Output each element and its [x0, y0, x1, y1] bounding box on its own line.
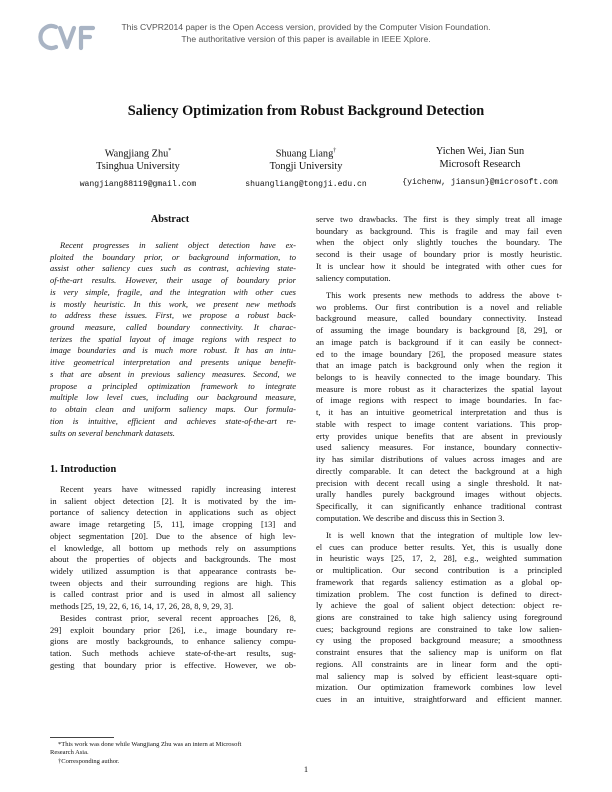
text-line: wo problems. Our first contribution is a novel and reliable [316, 301, 562, 312]
footnote: †Corresponding author. [58, 757, 120, 765]
footnote: *This work was done while Wangjiang Zhu was an intern at Microsoft [58, 741, 242, 748]
text-line: sults on several benchmark datasets. [50, 427, 175, 438]
text-line: stable with respect to image content variations. This prop- [316, 418, 562, 429]
author-email[interactable]: shuangliang@tongji.edu.cn [245, 180, 367, 190]
author-affiliation: Tongji University [269, 161, 343, 173]
author-block [394, 145, 566, 189]
text-line: urally handles purely background images without objects. [316, 489, 562, 500]
text-line: framework that regards saliency estimation as a global op- [316, 576, 562, 587]
text-line: Recent progresses in salient object detection have ex- [60, 240, 296, 250]
text-line: Recent years have witnessed rapidly increasing interest [60, 484, 296, 494]
text-line: or multiplication. Our second contribution is a principled [316, 565, 562, 576]
text-line: tion is intuitive, efficient and achieves state-of-the-art re- [50, 415, 296, 426]
text-line: gesting that boundary prior is effective. However, we ob- [50, 659, 296, 670]
text-line: computation. We describe and discuss this in Section 3. [316, 512, 505, 523]
text-line: regions. All constraints are in linear form and the opti- [316, 658, 562, 669]
text-line: when the object only slightly touches the boundary. The [316, 237, 562, 248]
text-line: multiple low level cues, including our background measure, [50, 392, 296, 403]
text-line: tween objects and their surrounding regions are high. This [50, 577, 296, 588]
text-line: serve two drawbacks. The first is they simply treat all image [316, 214, 562, 224]
text-line: to address these issues. First, we propose a robust back- [50, 310, 296, 321]
text-line: ploited the boundary prior, or background information, to [50, 251, 296, 262]
text-line: cues in an intuitive, straightforward and efficient manner. [316, 694, 562, 705]
author-name: Wangjiang Zhu* [104, 148, 172, 160]
intro-paragraph [50, 613, 296, 672]
text-line: is very simple, fragile, and the integration with other cues [50, 286, 296, 297]
text-line: of-the-art results. However, their usage of boundary prior [50, 275, 296, 286]
author-affiliation: Microsoft Research [439, 159, 521, 170]
text-line: cues; background regions are constrained to take low salien- [316, 623, 562, 634]
intro-paragraph [316, 214, 562, 284]
text-line: precision with decent recall using a single threshold. It nat- [316, 477, 562, 488]
text-line: aware image retargeting [5, 11], image cropping [13] and [50, 519, 296, 530]
text-line: ed to the image boundary [26], the proposed measure states [316, 348, 562, 359]
text-line: to obtain clean and uniform saliency maps. Our formula- [50, 404, 296, 415]
author-block [224, 145, 388, 191]
text-line: an image patch is background if it can easily be connect- [316, 336, 562, 347]
text-line: erty provides unique benefits that are absent in previously [316, 430, 562, 441]
author-email[interactable]: {yichenw, jiansun}@microsoft.com [402, 178, 558, 187]
intro-paragraph [316, 290, 562, 524]
text-line: cy using the proposed background measure; a smoothness [316, 635, 562, 646]
text-line: methods [25, 19, 22, 6, 16, 14, 17, 26, 28, 8, 9, 29, 3]. [50, 601, 234, 612]
footnotes [50, 741, 296, 766]
page-number: 1 [303, 764, 309, 774]
text-line: of image regions with respect to image boundaries. In fac- [316, 395, 562, 406]
text-line: widely utilized assumption is that appearance contrasts be- [50, 566, 296, 577]
author-name: Yichen Wei, Jian Sun [435, 146, 525, 157]
text-line: el knowledge, all bottom up methods rely on assumptions [50, 542, 296, 553]
text-line: gions are mostly backgrounds, to enhance saliency compu- [50, 636, 296, 647]
text-line: second is their usage of boundary prior is mostly heuristic. [316, 249, 562, 260]
text-line: portance of saliency detection in applications such as object [50, 507, 296, 518]
text-line: that an image patch is background only when the region it [316, 360, 562, 371]
text-line: in heuristic ways [25, 17, 2, 28], e.g., weighted summation [316, 553, 562, 564]
footnote: Research Asia. [50, 749, 89, 757]
paper-title: Saliency Optimization from Robust Background Detection [127, 103, 485, 119]
text-line: about the properties of objects and backgrounds. The most [50, 554, 296, 565]
text-line: It is unclear how it should be integrated with other cues for [316, 260, 562, 271]
author-name: Shuang Liang† [275, 148, 337, 160]
text-line: used saliency measures. For instance, boundary connectiv- [316, 442, 562, 453]
text-line: timization problem. The cost function is defined to direct- [316, 588, 562, 599]
text-line: Besides contrast prior, several recent approaches [26, 8, [60, 613, 296, 623]
author-email[interactable]: wangjiang88119@gmail.com [79, 180, 197, 190]
author-affiliation: Tsinghua University [96, 161, 180, 173]
intro-paragraph [316, 530, 562, 706]
open-access-notice [110, 21, 502, 45]
text-line: assist other saliency cues such as contrast, achieving state- [50, 263, 296, 274]
text-line: el cues can produce better results. Yet, this is usually done [316, 541, 562, 552]
text-line: in salient object detection [2]. It is motivated by the im- [50, 495, 296, 506]
text-line: image boundaries and is much more robust. It has an intu- [50, 345, 296, 356]
text-line: This work presents new methods to address the above t- [326, 290, 562, 300]
text-line: mization. Our optimization framework combines low level [316, 682, 562, 693]
author-block [58, 145, 218, 191]
text-line: is called contrast prior and is used in almost all saliency [50, 589, 296, 600]
text-line: terizes the spatial layout of image regions with respect to [50, 333, 296, 344]
text-line: measure is more robust as it characterizes the spatial layout [316, 383, 562, 394]
text-line: ity has similar distributions of values across images and are [316, 454, 562, 465]
abstract-heading: Abstract [150, 214, 190, 225]
text-line: propose a principled optimization framework to integrate [50, 380, 296, 391]
notice-line: This CVPR2014 paper is the Open Access version, provided by the Computer Vision Foundation. [121, 22, 491, 32]
cvf-logo-icon [36, 20, 98, 54]
notice-line: The authoritative version of this paper is available in IEEE Xplore. [181, 34, 431, 44]
text-line: background measure, called boundary connectivity. Instead [316, 313, 562, 324]
footnote-rule [50, 737, 114, 738]
text-line: tation. Such methods achieve state-of-the-art results, sug- [50, 648, 296, 659]
text-line: itive geometrical interpretation and presents unique benefit- [50, 357, 296, 368]
section-heading: 1. Introduction [50, 464, 117, 475]
text-line: mal saliency map is solved by efficient least-square opti- [316, 670, 562, 681]
text-line: Specifically, it can significantly enhance traditional contrast [316, 500, 562, 511]
text-line: boundary as background. This is fragile and may fail even [316, 225, 562, 236]
text-line: object segmentation [20]. Due to the absence of high lev- [50, 530, 296, 541]
text-line: s that are absent in previous saliency measures. Second, we [50, 368, 296, 379]
text-line: ground measure, called boundary connectivity. It charac- [50, 322, 296, 333]
text-line: constraint ensures that the saliency map is uniform on flat [316, 647, 562, 658]
abstract-body [50, 240, 296, 439]
text-line: belongs to is heavily connected to the image boundary. This [316, 372, 562, 383]
text-line: saliency computation. [316, 272, 391, 283]
text-line: t, it has an intuitive geometrical interpretation and thus is [316, 407, 562, 418]
text-line: It is well known that the integration of multiple low lev- [326, 530, 562, 540]
text-line: is mostly heuristic. In this work, we present new methods [50, 298, 296, 309]
text-line: 29] exploit boundary prior [26], i.e., image boundary re- [50, 624, 296, 635]
text-line: directly comparable. It can detect the background at a high [316, 465, 562, 476]
text-line: ly achieve the goal of salient object detection: object re- [316, 600, 562, 611]
text-line: gions are constrained to take high saliency using foreground [316, 612, 562, 623]
text-line: of assuming the image boundary is background [8, 29], or [316, 325, 562, 336]
intro-paragraph [50, 484, 296, 613]
